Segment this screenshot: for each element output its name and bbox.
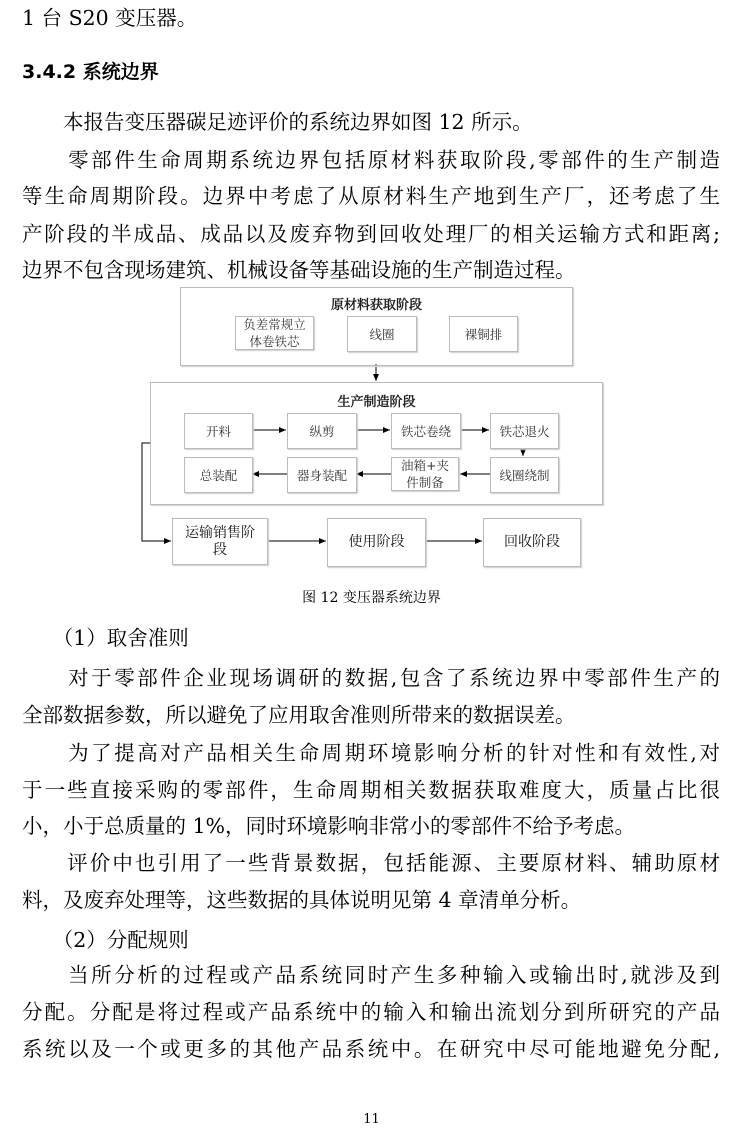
text-line: （2）分配规则	[22, 928, 189, 952]
text-line: 边界不包含现场建筑、机械设备等基础设施的生产制造过程。	[22, 258, 576, 282]
process-box: 总装配	[184, 457, 253, 493]
figure-caption: 图 12 变压器系统边界	[302, 590, 441, 606]
section-heading: 3.4.2 系统边界	[22, 61, 159, 83]
process-box: 器身装配	[287, 457, 357, 493]
process-box: 油箱+夹件制备	[391, 457, 459, 491]
text-line: 系统以及一个或更多的其他产品系统中。在研究中尽可能地避免分配,	[22, 1037, 720, 1061]
text-line: （1）取舍准则	[22, 626, 189, 650]
text-line: 小，小于总质量的 1%，同时环境影响非常小的零部件不给予考虑。	[22, 814, 636, 838]
recycle-stage: 回收阶段	[483, 518, 581, 567]
stage-title: 生产制造阶段	[337, 395, 416, 410]
process-box: 线圈绕制	[490, 457, 559, 493]
text-line: 1 台 S20 变压器。	[22, 6, 198, 30]
transport-stage: 运输销售阶段	[172, 518, 268, 565]
process-box: 纵剪	[287, 413, 357, 449]
process-box: 铁芯退火	[490, 413, 559, 449]
text-line: 评价中也引用了一些背景数据，包括能源、主要原材料、辅助原材	[22, 851, 720, 875]
use-stage: 使用阶段	[327, 518, 426, 567]
raw-item: 线圈	[347, 316, 417, 352]
text-line: 本报告变压器碳足迹评价的系统边界如图 12 所示。	[22, 110, 533, 134]
raw-item: 负差常规立体卷铁芯	[235, 316, 314, 350]
stage-title: 原材料获取阶段	[330, 298, 422, 313]
page-number: 11	[363, 1112, 380, 1127]
text-line: 对于零部件企业现场调研的数据,包含了系统边界中零部件生产的	[22, 666, 720, 690]
text-line: 料，及废弃处理等，这些数据的具体说明见第 4 章清单分析。	[22, 888, 582, 912]
text-line: 于一些直接采购的零部件，生命周期相关数据获取难度大，质量占比很	[22, 778, 720, 802]
text-line: 零部件生命周期系统边界包括原材料获取阶段,零部件的生产制造	[22, 148, 720, 172]
text-line: 全部数据参数，所以避免了应用取舍准则所带来的数据误差。	[22, 703, 576, 727]
text-line: 等生命周期阶段。边界中考虑了从原材料生产地到生产厂，还考虑了生	[22, 184, 720, 208]
text-line: 分配。分配是将过程或产品系统中的输入和输出流划分到所研究的产品	[22, 1000, 720, 1024]
process-box: 开料	[184, 413, 253, 449]
process-box: 铁芯卷绕	[391, 413, 461, 449]
text-line: 产阶段的半成品、成品以及废弃物到回收处理厂的相关运输方式和距离;	[22, 222, 720, 246]
text-line: 当所分析的过程或产品系统同时产生多种输入或输出时,就涉及到	[22, 963, 720, 987]
raw-item: 裸铜排	[449, 316, 518, 352]
text-line: 为了提高对产品相关生命周期环境影响分析的针对性和有效性,对	[22, 741, 720, 765]
